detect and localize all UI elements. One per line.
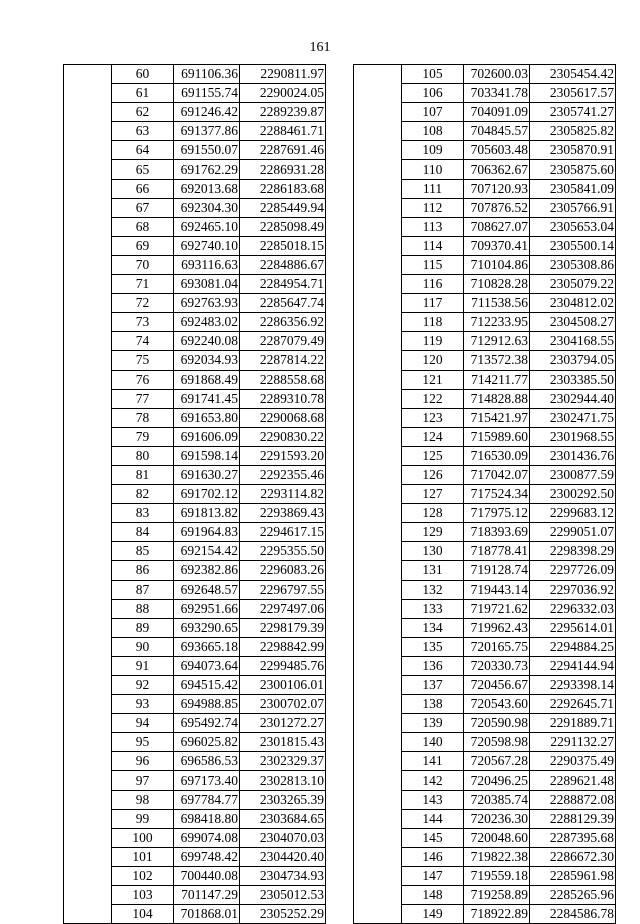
- point-number-cell: 71: [112, 275, 174, 294]
- x-coordinate-cell: 692648.57: [174, 580, 240, 599]
- point-number-cell: 125: [402, 446, 464, 465]
- point-number-cell: 132: [402, 580, 464, 599]
- y-coordinate-cell: 2305653.04: [530, 217, 616, 236]
- y-coordinate-cell: 2288872.08: [530, 790, 616, 809]
- empty-column-cell: [354, 65, 402, 924]
- x-coordinate-cell: 704091.09: [464, 103, 530, 122]
- x-coordinate-cell: 691868.49: [174, 370, 240, 389]
- y-coordinate-cell: 2304734.93: [240, 866, 326, 885]
- point-number-cell: 101: [112, 847, 174, 866]
- point-number-cell: 137: [402, 676, 464, 695]
- point-number-cell: 61: [112, 84, 174, 103]
- point-number-cell: 82: [112, 485, 174, 504]
- y-coordinate-cell: 2300106.01: [240, 676, 326, 695]
- x-coordinate-cell: 719962.43: [464, 618, 530, 637]
- x-coordinate-cell: 698418.80: [174, 809, 240, 828]
- y-coordinate-cell: 2290024.05: [240, 84, 326, 103]
- x-coordinate-cell: 691813.82: [174, 504, 240, 523]
- y-coordinate-cell: 2305875.60: [530, 160, 616, 179]
- x-coordinate-cell: 719822.38: [464, 847, 530, 866]
- point-number-cell: 128: [402, 504, 464, 523]
- x-coordinate-cell: 692951.66: [174, 599, 240, 618]
- point-number-cell: 64: [112, 141, 174, 160]
- y-coordinate-cell: 2290811.97: [240, 65, 326, 84]
- y-coordinate-cell: 2295355.50: [240, 542, 326, 561]
- point-number-cell: 129: [402, 523, 464, 542]
- y-coordinate-cell: 2299485.76: [240, 656, 326, 675]
- x-coordinate-cell: 720385.74: [464, 790, 530, 809]
- x-coordinate-cell: 691741.45: [174, 389, 240, 408]
- point-number-cell: 133: [402, 599, 464, 618]
- point-number-cell: 138: [402, 695, 464, 714]
- point-number-cell: 96: [112, 752, 174, 771]
- point-number-cell: 76: [112, 370, 174, 389]
- y-coordinate-cell: 2287814.22: [240, 351, 326, 370]
- point-number-cell: 79: [112, 427, 174, 446]
- x-coordinate-cell: 696586.53: [174, 752, 240, 771]
- y-coordinate-cell: 2286672.30: [530, 847, 616, 866]
- point-number-cell: 143: [402, 790, 464, 809]
- y-coordinate-cell: 2302471.75: [530, 408, 616, 427]
- y-coordinate-cell: 2294144.94: [530, 656, 616, 675]
- table-row: [64, 65, 326, 84]
- point-number-cell: 112: [402, 198, 464, 217]
- x-coordinate-cell: 691762.29: [174, 160, 240, 179]
- y-coordinate-cell: 2303265.39: [240, 790, 326, 809]
- point-number-cell: 73: [112, 313, 174, 332]
- point-number-cell: 83: [112, 504, 174, 523]
- x-coordinate-cell: 701147.29: [174, 886, 240, 905]
- x-coordinate-cell: 713572.38: [464, 351, 530, 370]
- point-number-cell: 84: [112, 523, 174, 542]
- point-number-cell: 139: [402, 714, 464, 733]
- coordinates-table-right: [353, 64, 616, 924]
- point-number-cell: 109: [402, 141, 464, 160]
- y-coordinate-cell: 2302813.10: [240, 771, 326, 790]
- y-coordinate-cell: 2296332.03: [530, 599, 616, 618]
- x-coordinate-cell: 706362.67: [464, 160, 530, 179]
- point-number-cell: 100: [112, 828, 174, 847]
- y-coordinate-cell: 2298842.99: [240, 637, 326, 656]
- x-coordinate-cell: 712912.63: [464, 332, 530, 351]
- point-number-cell: 124: [402, 427, 464, 446]
- x-coordinate-cell: 703341.78: [464, 84, 530, 103]
- x-coordinate-cell: 691964.83: [174, 523, 240, 542]
- point-number-cell: 78: [112, 408, 174, 427]
- x-coordinate-cell: 692382.86: [174, 561, 240, 580]
- point-number-cell: 107: [402, 103, 464, 122]
- y-coordinate-cell: 2289621.48: [530, 771, 616, 790]
- x-coordinate-cell: 691630.27: [174, 465, 240, 484]
- y-coordinate-cell: 2295614.01: [530, 618, 616, 637]
- y-coordinate-cell: 2285961.98: [530, 866, 616, 885]
- x-coordinate-cell: 705603.48: [464, 141, 530, 160]
- point-number-cell: 66: [112, 179, 174, 198]
- y-coordinate-cell: 2293869.43: [240, 504, 326, 523]
- point-number-cell: 148: [402, 886, 464, 905]
- y-coordinate-cell: 2291889.71: [530, 714, 616, 733]
- y-coordinate-cell: 2298398.29: [530, 542, 616, 561]
- point-number-cell: 65: [112, 160, 174, 179]
- x-coordinate-cell: 716530.09: [464, 446, 530, 465]
- y-coordinate-cell: 2291593.20: [240, 446, 326, 465]
- point-number-cell: 146: [402, 847, 464, 866]
- x-coordinate-cell: 720598.98: [464, 733, 530, 752]
- x-coordinate-cell: 704845.57: [464, 122, 530, 141]
- y-coordinate-cell: 2304812.02: [530, 294, 616, 313]
- y-coordinate-cell: 2297036.92: [530, 580, 616, 599]
- y-coordinate-cell: 2285449.94: [240, 198, 326, 217]
- y-coordinate-cell: 2288558.68: [240, 370, 326, 389]
- x-coordinate-cell: 695492.74: [174, 714, 240, 733]
- y-coordinate-cell: 2286183.68: [240, 179, 326, 198]
- y-coordinate-cell: 2294617.15: [240, 523, 326, 542]
- x-coordinate-cell: 692763.93: [174, 294, 240, 313]
- y-coordinate-cell: 2305841.09: [530, 179, 616, 198]
- y-coordinate-cell: 2305252.29: [240, 905, 326, 924]
- point-number-cell: 89: [112, 618, 174, 637]
- x-coordinate-cell: 720590.98: [464, 714, 530, 733]
- x-coordinate-cell: 692304.30: [174, 198, 240, 217]
- x-coordinate-cell: 693290.65: [174, 618, 240, 637]
- y-coordinate-cell: 2292645.71: [530, 695, 616, 714]
- y-coordinate-cell: 2288461.71: [240, 122, 326, 141]
- point-number-cell: 75: [112, 351, 174, 370]
- y-coordinate-cell: 2301815.43: [240, 733, 326, 752]
- point-number-cell: 108: [402, 122, 464, 141]
- y-coordinate-cell: 2287691.46: [240, 141, 326, 160]
- y-coordinate-cell: 2297726.09: [530, 561, 616, 580]
- x-coordinate-cell: 694073.64: [174, 656, 240, 675]
- y-coordinate-cell: 2290068.68: [240, 408, 326, 427]
- point-number-cell: 88: [112, 599, 174, 618]
- point-number-cell: 116: [402, 275, 464, 294]
- point-number-cell: 103: [112, 886, 174, 905]
- point-number-cell: 106: [402, 84, 464, 103]
- x-coordinate-cell: 691246.42: [174, 103, 240, 122]
- point-number-cell: 68: [112, 217, 174, 236]
- point-number-cell: 119: [402, 332, 464, 351]
- x-coordinate-cell: 692483.02: [174, 313, 240, 332]
- point-number-cell: 93: [112, 695, 174, 714]
- x-coordinate-cell: 719128.74: [464, 561, 530, 580]
- x-coordinate-cell: 699748.42: [174, 847, 240, 866]
- x-coordinate-cell: 700440.08: [174, 866, 240, 885]
- point-number-cell: 135: [402, 637, 464, 656]
- y-coordinate-cell: 2292355.46: [240, 465, 326, 484]
- x-coordinate-cell: 718393.69: [464, 523, 530, 542]
- x-coordinate-cell: 719443.14: [464, 580, 530, 599]
- x-coordinate-cell: 719721.62: [464, 599, 530, 618]
- point-number-cell: 130: [402, 542, 464, 561]
- x-coordinate-cell: 692034.93: [174, 351, 240, 370]
- y-coordinate-cell: 2305012.53: [240, 886, 326, 905]
- y-coordinate-cell: 2286931.28: [240, 160, 326, 179]
- point-number-cell: 140: [402, 733, 464, 752]
- point-number-cell: 121: [402, 370, 464, 389]
- point-number-cell: 102: [112, 866, 174, 885]
- x-coordinate-cell: 691377.86: [174, 122, 240, 141]
- point-number-cell: 77: [112, 389, 174, 408]
- y-coordinate-cell: 2293398.14: [530, 676, 616, 695]
- y-coordinate-cell: 2300292.50: [530, 485, 616, 504]
- y-coordinate-cell: 2305617.57: [530, 84, 616, 103]
- y-coordinate-cell: 2305454.42: [530, 65, 616, 84]
- point-number-cell: 114: [402, 236, 464, 255]
- x-coordinate-cell: 691702.12: [174, 485, 240, 504]
- x-coordinate-cell: 710828.28: [464, 275, 530, 294]
- y-coordinate-cell: 2305741.27: [530, 103, 616, 122]
- point-number-cell: 85: [112, 542, 174, 561]
- point-number-cell: 97: [112, 771, 174, 790]
- y-coordinate-cell: 2304070.03: [240, 828, 326, 847]
- y-coordinate-cell: 2303385.50: [530, 370, 616, 389]
- point-number-cell: 104: [112, 905, 174, 924]
- y-coordinate-cell: 2290830.22: [240, 427, 326, 446]
- x-coordinate-cell: 717975.12: [464, 504, 530, 523]
- point-number-cell: 142: [402, 771, 464, 790]
- point-number-cell: 118: [402, 313, 464, 332]
- x-coordinate-cell: 694515.42: [174, 676, 240, 695]
- x-coordinate-cell: 720567.28: [464, 752, 530, 771]
- y-coordinate-cell: 2304420.40: [240, 847, 326, 866]
- x-coordinate-cell: 692740.10: [174, 236, 240, 255]
- y-coordinate-cell: 2301968.55: [530, 427, 616, 446]
- y-coordinate-cell: 2305870.91: [530, 141, 616, 160]
- x-coordinate-cell: 701868.01: [174, 905, 240, 924]
- y-coordinate-cell: 2285098.49: [240, 217, 326, 236]
- x-coordinate-cell: 711538.56: [464, 294, 530, 313]
- x-coordinate-cell: 720048.60: [464, 828, 530, 847]
- point-number-cell: 74: [112, 332, 174, 351]
- y-coordinate-cell: 2287395.68: [530, 828, 616, 847]
- x-coordinate-cell: 697173.40: [174, 771, 240, 790]
- y-coordinate-cell: 2301436.76: [530, 446, 616, 465]
- point-number-cell: 122: [402, 389, 464, 408]
- y-coordinate-cell: 2284586.78: [530, 905, 616, 924]
- y-coordinate-cell: 2301272.27: [240, 714, 326, 733]
- x-coordinate-cell: 715989.60: [464, 427, 530, 446]
- x-coordinate-cell: 694988.85: [174, 695, 240, 714]
- x-coordinate-cell: 720165.75: [464, 637, 530, 656]
- point-number-cell: 111: [402, 179, 464, 198]
- point-number-cell: 147: [402, 866, 464, 885]
- x-coordinate-cell: 708627.07: [464, 217, 530, 236]
- x-coordinate-cell: 691653.80: [174, 408, 240, 427]
- x-coordinate-cell: 691550.07: [174, 141, 240, 160]
- point-number-cell: 94: [112, 714, 174, 733]
- point-number-cell: 144: [402, 809, 464, 828]
- y-coordinate-cell: 2290375.49: [530, 752, 616, 771]
- point-number-cell: 149: [402, 905, 464, 924]
- x-coordinate-cell: 691155.74: [174, 84, 240, 103]
- x-coordinate-cell: 691598.14: [174, 446, 240, 465]
- point-number-cell: 98: [112, 790, 174, 809]
- point-number-cell: 91: [112, 656, 174, 675]
- y-coordinate-cell: 2305825.82: [530, 122, 616, 141]
- point-number-cell: 126: [402, 465, 464, 484]
- y-coordinate-cell: 2305079.22: [530, 275, 616, 294]
- x-coordinate-cell: 696025.82: [174, 733, 240, 752]
- point-number-cell: 117: [402, 294, 464, 313]
- point-number-cell: 90: [112, 637, 174, 656]
- empty-column-cell: [64, 65, 112, 924]
- x-coordinate-cell: 717524.34: [464, 485, 530, 504]
- y-coordinate-cell: 2285018.15: [240, 236, 326, 255]
- y-coordinate-cell: 2299051.07: [530, 523, 616, 542]
- y-coordinate-cell: 2300877.59: [530, 465, 616, 484]
- point-number-cell: 141: [402, 752, 464, 771]
- point-number-cell: 95: [112, 733, 174, 752]
- point-number-cell: 113: [402, 217, 464, 236]
- x-coordinate-cell: 697784.77: [174, 790, 240, 809]
- y-coordinate-cell: 2300702.07: [240, 695, 326, 714]
- point-number-cell: 105: [402, 65, 464, 84]
- y-coordinate-cell: 2305308.86: [530, 255, 616, 274]
- x-coordinate-cell: 720456.67: [464, 676, 530, 695]
- point-number-cell: 72: [112, 294, 174, 313]
- y-coordinate-cell: 2305766.91: [530, 198, 616, 217]
- x-coordinate-cell: 702600.03: [464, 65, 530, 84]
- y-coordinate-cell: 2304508.27: [530, 313, 616, 332]
- point-number-cell: 69: [112, 236, 174, 255]
- point-number-cell: 131: [402, 561, 464, 580]
- x-coordinate-cell: 692013.68: [174, 179, 240, 198]
- x-coordinate-cell: 714828.88: [464, 389, 530, 408]
- y-coordinate-cell: 2302329.37: [240, 752, 326, 771]
- x-coordinate-cell: 693116.63: [174, 255, 240, 274]
- y-coordinate-cell: 2298179.39: [240, 618, 326, 637]
- x-coordinate-cell: 719258.89: [464, 886, 530, 905]
- point-number-cell: 134: [402, 618, 464, 637]
- y-coordinate-cell: 2296797.55: [240, 580, 326, 599]
- y-coordinate-cell: 2291132.27: [530, 733, 616, 752]
- x-coordinate-cell: 720496.25: [464, 771, 530, 790]
- x-coordinate-cell: 693081.04: [174, 275, 240, 294]
- y-coordinate-cell: 2288129.39: [530, 809, 616, 828]
- x-coordinate-cell: 718778.41: [464, 542, 530, 561]
- y-coordinate-cell: 2304168.55: [530, 332, 616, 351]
- x-coordinate-cell: 707120.93: [464, 179, 530, 198]
- x-coordinate-cell: 715421.97: [464, 408, 530, 427]
- x-coordinate-cell: 720330.73: [464, 656, 530, 675]
- x-coordinate-cell: 709370.41: [464, 236, 530, 255]
- x-coordinate-cell: 712233.95: [464, 313, 530, 332]
- y-coordinate-cell: 2289239.87: [240, 103, 326, 122]
- y-coordinate-cell: 2296083.26: [240, 561, 326, 580]
- x-coordinate-cell: 691606.09: [174, 427, 240, 446]
- coordinates-table-left: [63, 64, 326, 924]
- y-coordinate-cell: 2305500.14: [530, 236, 616, 255]
- point-number-cell: 123: [402, 408, 464, 427]
- x-coordinate-cell: 691106.36: [174, 65, 240, 84]
- point-number-cell: 86: [112, 561, 174, 580]
- x-coordinate-cell: 718922.89: [464, 905, 530, 924]
- y-coordinate-cell: 2285265.96: [530, 886, 616, 905]
- y-coordinate-cell: 2284954.71: [240, 275, 326, 294]
- x-coordinate-cell: 710104.86: [464, 255, 530, 274]
- x-coordinate-cell: 692240.08: [174, 332, 240, 351]
- point-number-cell: 67: [112, 198, 174, 217]
- y-coordinate-cell: 2285647.74: [240, 294, 326, 313]
- table-row: [354, 65, 616, 84]
- point-number-cell: 63: [112, 122, 174, 141]
- y-coordinate-cell: 2286356.92: [240, 313, 326, 332]
- y-coordinate-cell: 2302944.40: [530, 389, 616, 408]
- point-number-cell: 60: [112, 65, 174, 84]
- y-coordinate-cell: 2303794.05: [530, 351, 616, 370]
- y-coordinate-cell: 2297497.06: [240, 599, 326, 618]
- x-coordinate-cell: 717042.07: [464, 465, 530, 484]
- point-number-cell: 127: [402, 485, 464, 504]
- page-number: 161: [309, 40, 331, 55]
- point-number-cell: 145: [402, 828, 464, 847]
- point-number-cell: 81: [112, 465, 174, 484]
- y-coordinate-cell: 2303684.65: [240, 809, 326, 828]
- y-coordinate-cell: 2287079.49: [240, 332, 326, 351]
- x-coordinate-cell: 707876.52: [464, 198, 530, 217]
- point-number-cell: 92: [112, 676, 174, 695]
- point-number-cell: 110: [402, 160, 464, 179]
- point-number-cell: 115: [402, 255, 464, 274]
- y-coordinate-cell: 2289310.78: [240, 389, 326, 408]
- x-coordinate-cell: 720543.60: [464, 695, 530, 714]
- x-coordinate-cell: 692154.42: [174, 542, 240, 561]
- point-number-cell: 87: [112, 580, 174, 599]
- x-coordinate-cell: 719559.18: [464, 866, 530, 885]
- x-coordinate-cell: 714211.77: [464, 370, 530, 389]
- y-coordinate-cell: 2284886.67: [240, 255, 326, 274]
- y-coordinate-cell: 2294884.25: [530, 637, 616, 656]
- x-coordinate-cell: 693665.18: [174, 637, 240, 656]
- point-number-cell: 136: [402, 656, 464, 675]
- x-coordinate-cell: 720236.30: [464, 809, 530, 828]
- point-number-cell: 62: [112, 103, 174, 122]
- y-coordinate-cell: 2293114.82: [240, 485, 326, 504]
- x-coordinate-cell: 692465.10: [174, 217, 240, 236]
- point-number-cell: 70: [112, 255, 174, 274]
- point-number-cell: 120: [402, 351, 464, 370]
- y-coordinate-cell: 2299683.12: [530, 504, 616, 523]
- point-number-cell: 99: [112, 809, 174, 828]
- point-number-cell: 80: [112, 446, 174, 465]
- x-coordinate-cell: 699074.08: [174, 828, 240, 847]
